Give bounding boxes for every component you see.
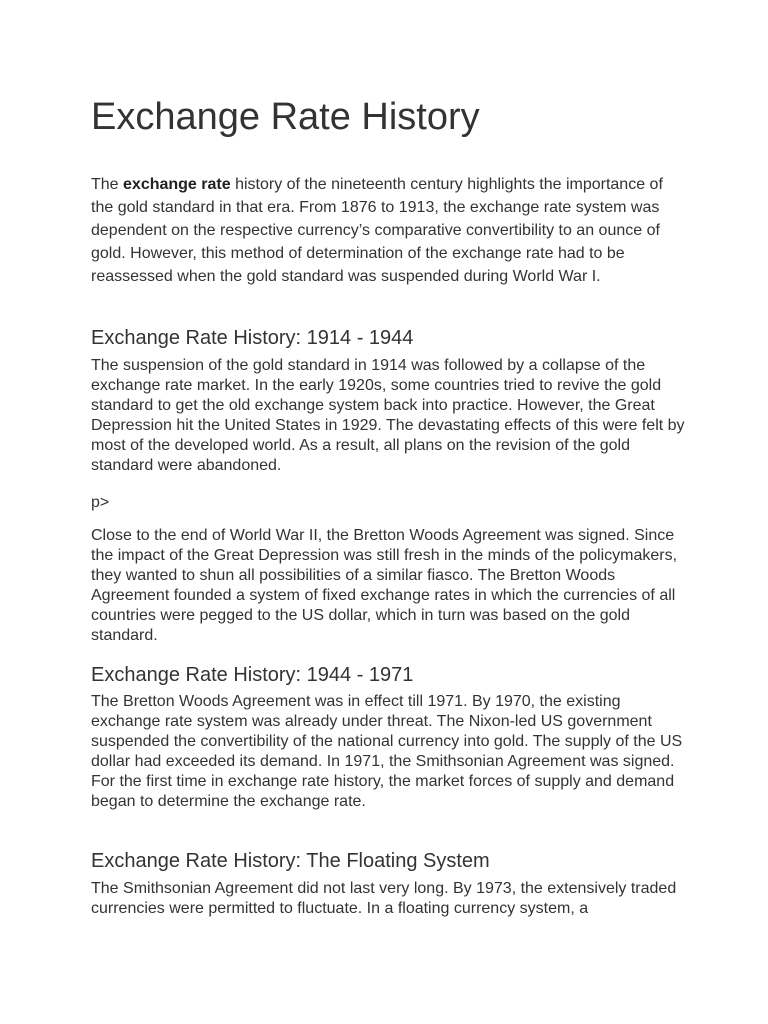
section-heading-floating-system: Exchange Rate History: The Floating System: [91, 850, 490, 872]
paragraph-bretton-woods-end: The Bretton Woods Agreement was in effect till 1971. By 1970, the existing exchange rate system was already under threat. The Nixon-led US government suspended the convertibility of the national currency into gold. The supply of the US dollar had exceeded its demand. In 1971, the Smithsonian Agreement was signed. For the first time in exchange rate history, the market forces of supply and demand began to determine the exchange rate.: [91, 693, 683, 810]
intro-paragraph: [91, 173, 687, 288]
section-heading-1914-1944: Exchange Rate History: 1914 - 1944: [91, 327, 414, 349]
intro-text-start: The: [91, 176, 124, 193]
page-title: Exchange Rate History: [91, 96, 480, 138]
paragraph-bretton-woods: Close to the end of World War II, the Bretton Woods Agreement was signed. Since the impact of the Great Depression was still fresh in the minds of the policymakers, they wanted to shun all possibilities of a similar fiasco. The Bretton Woods Agreement founded a system of fixed exchange rates in which the currencies of all countries were pegged to the US dollar, which in turn was based on the gold standard.: [91, 527, 678, 644]
intro-bold-term: exchange rate: [123, 176, 231, 193]
paragraph-floating-system: The Smithsonian Agreement did not last very long. By 1973, the extensively traded currencies were permitted to fluctuate. In a floating currency system, a: [91, 880, 677, 917]
section-heading-1944-1971: Exchange Rate History: 1944 - 1971: [91, 664, 414, 686]
paragraph-gold-standard-suspension: The suspension of the gold standard in 1914 was followed by a collapse of the exchange rate market. In the early 1920s, some countries tried to revive the gold standard to get the old exchange system back into practice. However, the Great Depression hit the United States in 1929. The devastating effects of this were felt by most of the developed world. As a result, all plans on the revision of the gold standard were abandoned.: [91, 357, 685, 474]
stray-markup-text: p>: [91, 494, 110, 511]
intro-text-rest: history of the nineteenth century highlights the importance of the gold standard in that era. From 1876 to 1913, the exchange rate system was dependent on the respective currency’s comparative convertibility to an ounce of gold. However, this method of determination of the exchange rate had to be reassessed when the gold standard was suspended during World War I.: [91, 176, 663, 285]
